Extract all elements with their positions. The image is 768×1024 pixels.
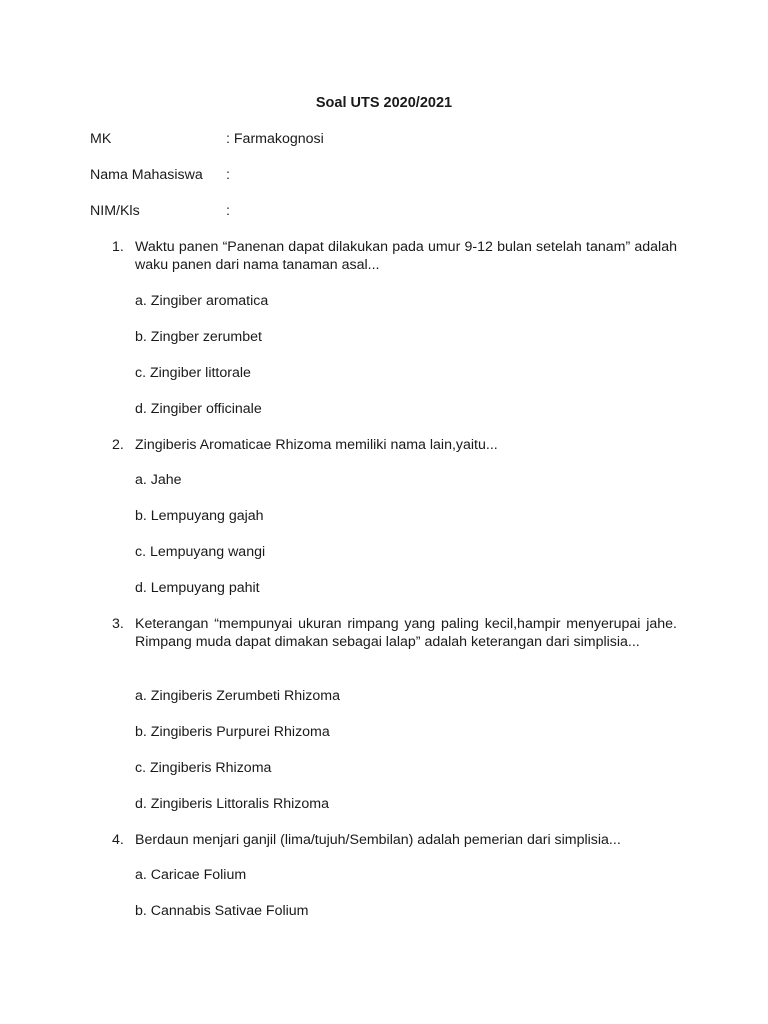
meta-value: : — [226, 203, 230, 219]
question-4 — [112, 831, 677, 849]
question-2 — [112, 436, 677, 454]
option-3b: b. Zingiberis Purpurei Rhizoma — [135, 724, 330, 740]
meta-label: NIM/Kls — [90, 203, 140, 219]
meta-label: MK — [90, 131, 112, 147]
option-3a: a. Zingiberis Zerumbeti Rhizoma — [135, 688, 341, 704]
option-4b: b. Cannabis Sativae Folium — [135, 903, 309, 919]
question-text: Berdaun menjari ganjil (lima/tujuh/Sembilan) adalah pemerian dari simplisia... — [135, 832, 621, 848]
option-2a: a. Jahe — [135, 472, 182, 488]
meta-value: : — [226, 167, 230, 183]
option-1a: a. Zingiber aromatica — [135, 293, 269, 309]
option-1b: b. Zingber zerumbet — [135, 329, 262, 345]
option-3c: c. Zingiberis Rhizoma — [135, 760, 272, 776]
page-title: Soal UTS 2020/2021 — [315, 95, 453, 111]
question-number: 2. — [112, 437, 124, 453]
question-1 — [112, 238, 677, 274]
question-text: Zingiberis Aromaticae Rhizoma memiliki nama lain,yaitu... — [135, 437, 498, 453]
option-4a: a. Caricae Folium — [135, 867, 247, 883]
meta-label: Nama Mahasiswa — [90, 167, 203, 183]
question-number: 4. — [112, 832, 124, 848]
question-number: 1. — [112, 239, 124, 255]
option-2c: c. Lempuyang wangi — [135, 544, 266, 560]
question-text: Waktu panen “Panenan dapat dilakukan pada umur 9-12 bulan setelah tanam” adalah waku panen dari nama tanaman asal... — [135, 239, 677, 273]
question-text: Keterangan “mempunyai ukuran rimpang yang paling kecil,hampir menyerupai jahe. Rimpang muda dapat dimakan sebagai lalap” adalah keterangan dari simplisia... — [135, 616, 677, 650]
meta-value: : Farmakognosi — [226, 131, 324, 147]
option-2d: d. Lempuyang pahit — [135, 580, 260, 596]
option-2b: b. Lempuyang gajah — [135, 508, 264, 524]
option-3d: d. Zingiberis Littoralis Rhizoma — [135, 796, 329, 812]
option-1d: d. Zingiber officinale — [135, 401, 262, 417]
question-3 — [112, 615, 677, 651]
question-number: 3. — [112, 616, 124, 632]
option-1c: c. Zingiber littorale — [135, 365, 251, 381]
